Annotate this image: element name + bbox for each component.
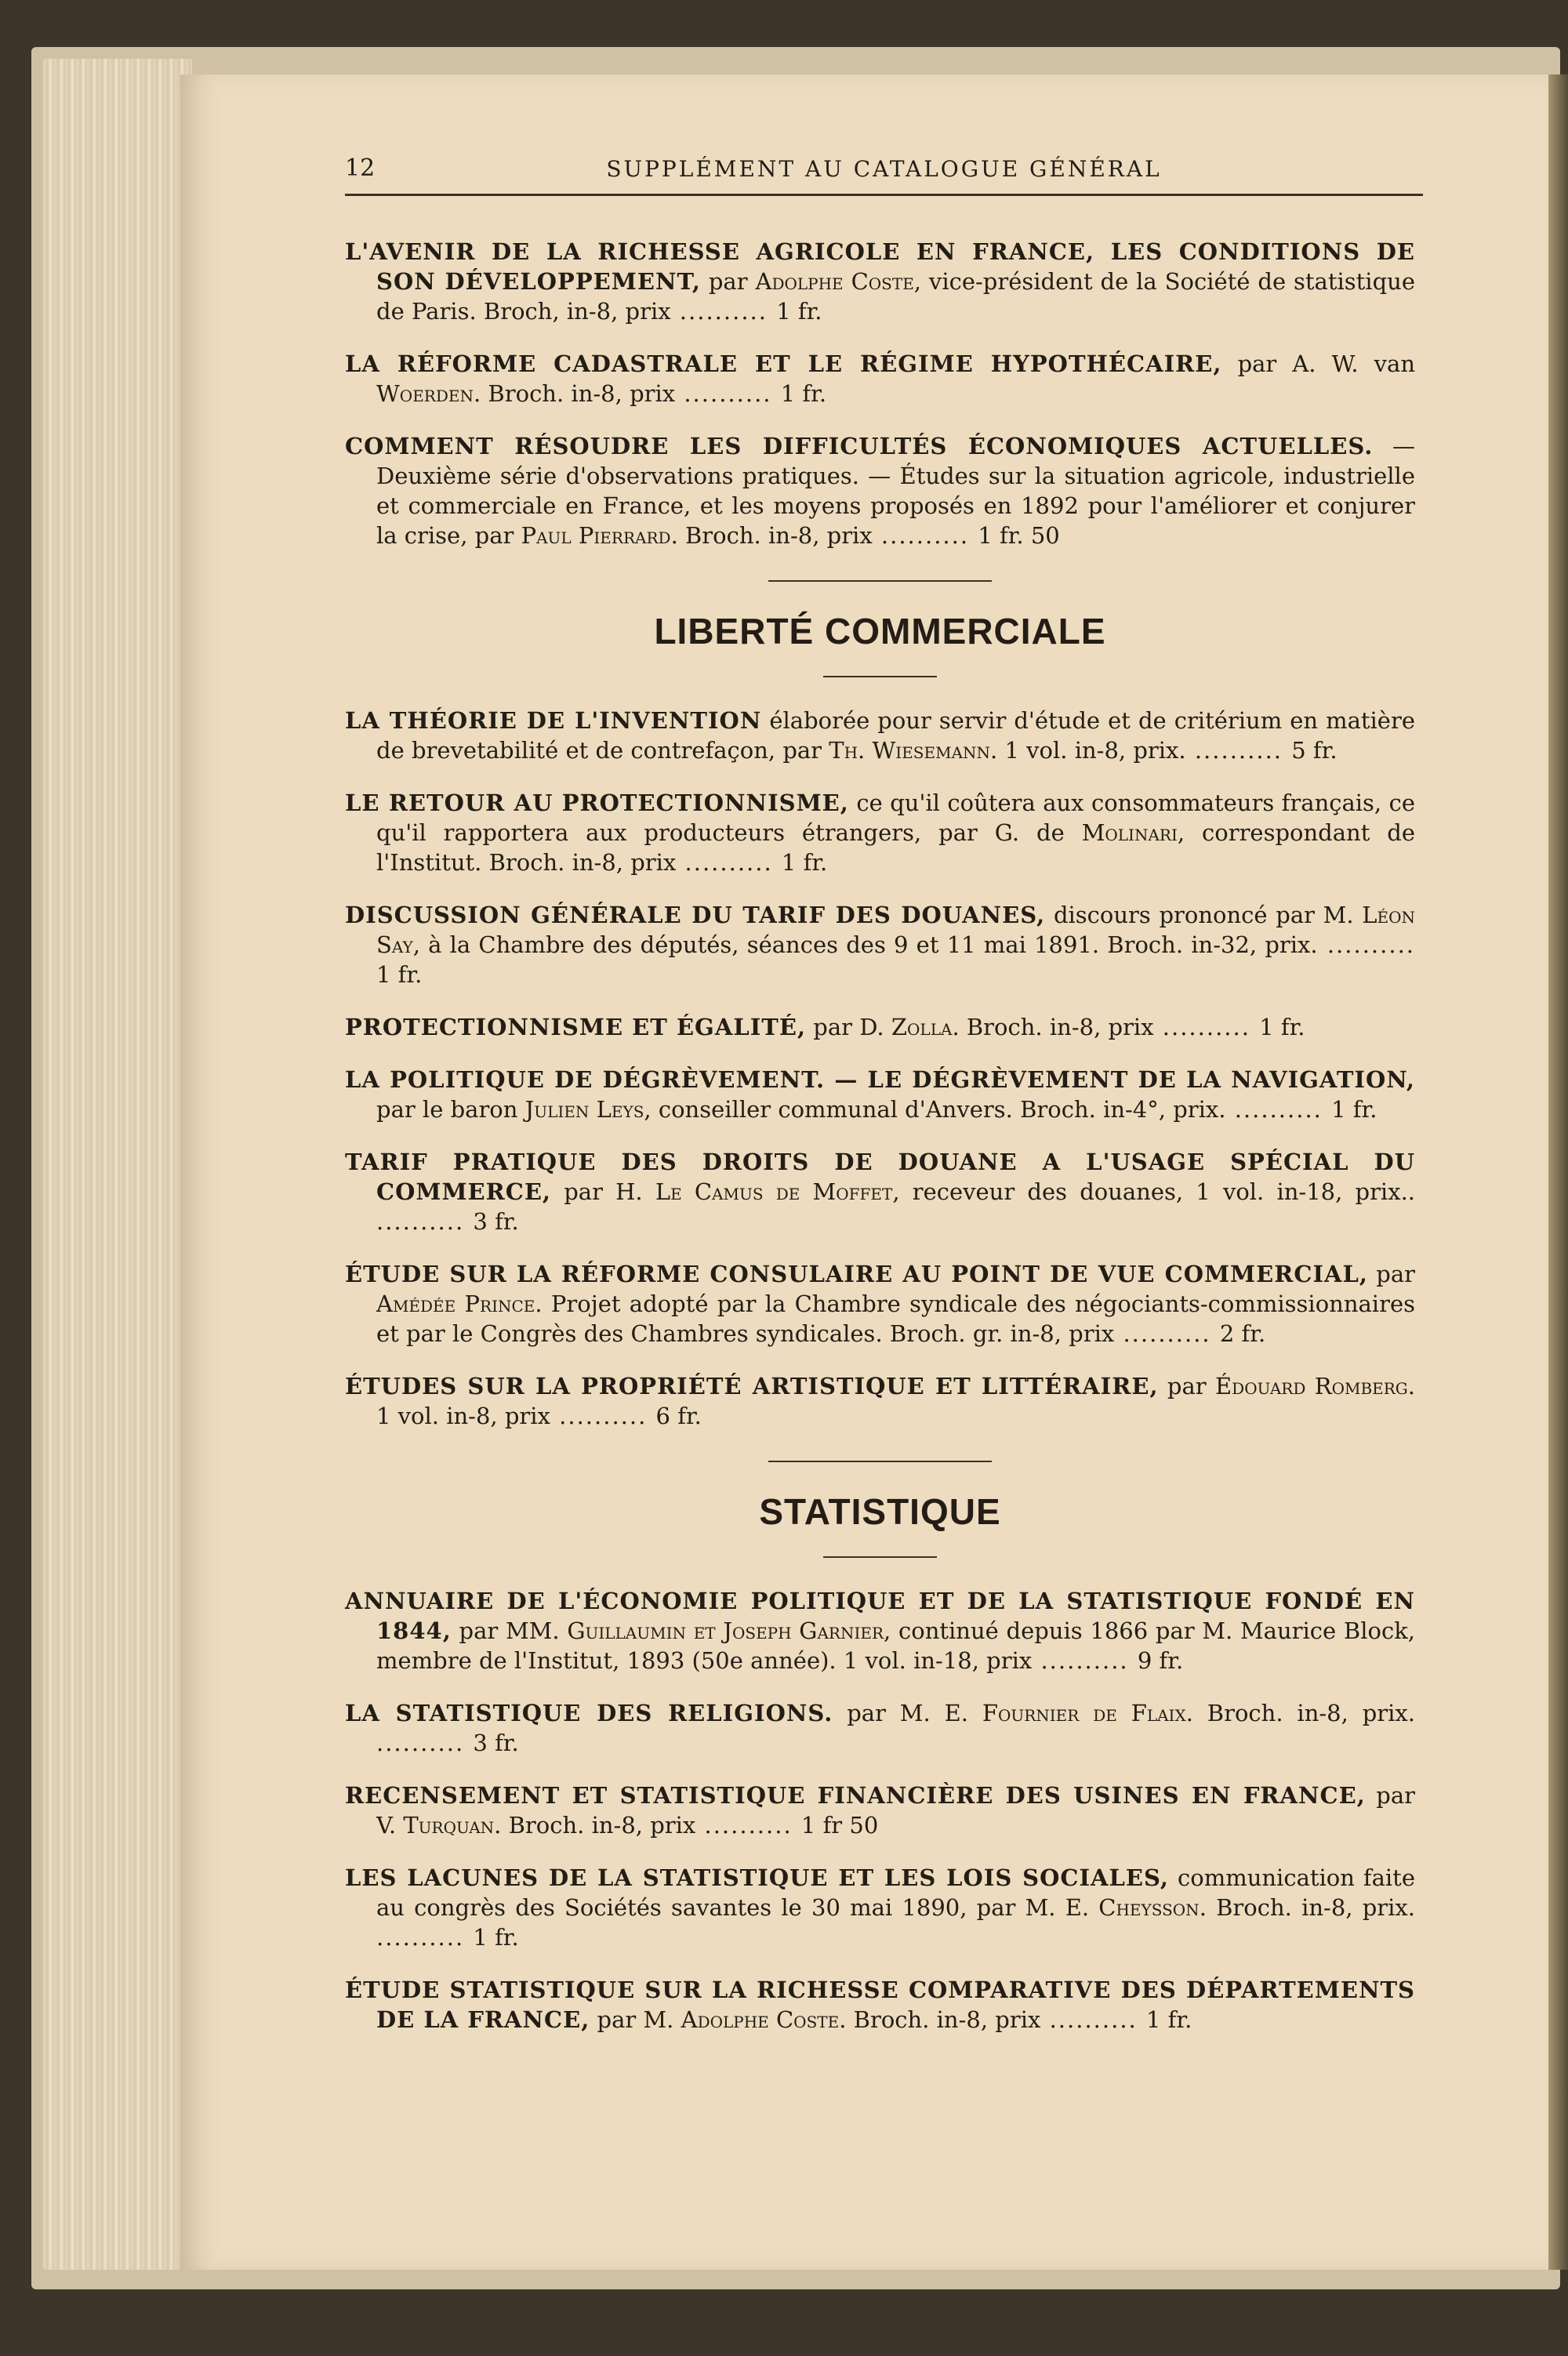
section-divider-rule <box>768 580 992 582</box>
catalogue-entry <box>345 900 1415 989</box>
entry-author: Édouard Romberg <box>1215 1373 1408 1399</box>
section-heading: STATISTIQUE <box>759 1491 1001 1532</box>
entry-text-after-author: . 1 vol. in-8, prix <box>376 1373 1415 1429</box>
section-heading-rule <box>823 1556 937 1558</box>
leader-dots: .......... <box>1153 1014 1260 1040</box>
entry-price: 2 fr. <box>1219 1320 1266 1347</box>
book-gutter <box>1548 74 1568 2270</box>
entry-text-after-author: , conseiller communal d'Anvers. Broch. in-4°, prix. <box>644 1096 1226 1123</box>
entry-author: Zolla <box>891 1014 953 1040</box>
entry-title: RECENSEMENT ET STATISTIQUE FINANCIÈRE DES USINES EN FRANCE, <box>345 1782 1366 1809</box>
entry-author: Cheysson <box>1098 1894 1200 1921</box>
catalogue-entry <box>345 237 1415 326</box>
entry-price: 1 fr 50 <box>800 1812 879 1839</box>
leader-dots: .......... <box>670 298 777 325</box>
catalogue-section <box>345 580 1415 1431</box>
catalogue-entry <box>345 349 1415 408</box>
catalogue-entry <box>345 1698 1415 1758</box>
entry-title: ANNUAIRE DE L'ÉCONOMIE POLITIQUE ET DE LA STATISTIQUE FONDÉ EN 1844, <box>345 1588 1415 1644</box>
catalogue-entry <box>345 788 1415 877</box>
entry-title: TARIF PRATIQUE DES DROITS DE DOUANE A L'USAGE SPÉCIAL DU COMMERCE, <box>345 1149 1415 1205</box>
entry-price: 1 fr. <box>1145 2006 1192 2033</box>
entry-author: Paul Pierrard <box>521 522 671 549</box>
section-divider-rule <box>768 1461 992 1462</box>
entry-text-before-author: par V. <box>376 1782 1415 1839</box>
leader-dots: .......... <box>1114 1320 1220 1347</box>
catalogue-entry <box>345 1259 1415 1349</box>
entry-text-after-author: . Broch. in-8, prix. <box>1199 1894 1415 1921</box>
entry-price: 1 fr. <box>1259 1014 1305 1040</box>
leader-dots: .......... <box>676 849 782 876</box>
entry-author: Adolphe Coste <box>755 268 914 295</box>
entry-title: LA THÉORIE DE L'INVENTION <box>345 707 762 734</box>
entry-text-before-author: communication faite au congrès des Sociétés savantes le 30 mai 1890, par M. E. <box>376 1864 1416 1921</box>
entry-text-before-author: par MM. <box>451 1617 568 1644</box>
entry-text-after-author: . 1 vol. in-8, prix. <box>990 737 1186 764</box>
entry-price: 3 fr. <box>473 1730 519 1756</box>
entry-title: L'AVENIR DE LA RICHESSE AGRICOLE EN FRANCE, LES CONDITIONS DE SON DÉVELOPPEMENT, <box>345 238 1415 295</box>
entry-title: ÉTUDE SUR LA RÉFORME CONSULAIRE AU POINT DE VUE COMMERCIAL, <box>345 1261 1368 1287</box>
entry-author: Turquan <box>403 1812 495 1839</box>
entry-text-after-author: , à la Chambre des députés, séances des 9 et 11 mai 1891. Broch. in-32, prix. <box>412 931 1318 958</box>
leader-dots: .......... <box>550 1403 656 1429</box>
page-stack-edges <box>43 59 192 2270</box>
entry-price: 6 fr. <box>655 1403 702 1429</box>
entry-title: PROTECTIONNISME ET ÉGALITÉ, <box>345 1014 807 1040</box>
entry-author: Th. Wiesemann <box>829 737 991 764</box>
entry-price: 3 fr. <box>473 1208 519 1235</box>
leader-dots: .......... <box>1032 1647 1138 1674</box>
catalogue-entry <box>345 1781 1415 1840</box>
entry-text-after-author: . Broch. in-8, prix <box>494 1812 696 1839</box>
entry-text-after-author: . Broch. in-8, prix <box>474 380 676 407</box>
entry-title: DISCUSSION GÉNÉRALE DU TARIF DES DOUANES, <box>345 902 1046 928</box>
catalogue-entry <box>345 1147 1415 1236</box>
entry-price: 1 fr. <box>776 298 822 325</box>
entry-text-after-author: , vice-président de la Société de statistique de Paris. Broch, in-8, prix <box>376 268 1415 325</box>
entry-title: COMMENT RÉSOUDRE LES DIFFICULTÉS ÉCONOMIQUES ACTUELLES. <box>345 433 1374 459</box>
entry-text-before-author: par le baron <box>376 1096 525 1123</box>
catalogue-entry <box>345 1975 1415 2035</box>
catalogue-entry <box>345 1012 1415 1042</box>
entry-text-after-author: . Broch. in-8, prix <box>839 2006 1041 2033</box>
entry-title: LA POLITIQUE DE DÉGRÈVEMENT. — LE DÉGRÈVEMENT DE LA NAVIGATION, <box>345 1066 1415 1093</box>
entry-text-after-author: , correspondant de l'Institut. Broch. in-8, prix <box>376 819 1415 876</box>
entry-author: Adolphe Coste <box>681 2006 840 2033</box>
entry-text-after-author: , receveur des douanes, 1 vol. in-18, prix.. <box>892 1178 1416 1205</box>
page-content <box>345 153 1415 2049</box>
entry-title: ÉTUDE STATISTIQUE SUR LA RICHESSE COMPARATIVE DES DÉPARTEMENTS DE LA FRANCE, <box>345 1977 1415 2033</box>
entry-author: Molinari <box>1081 819 1178 846</box>
entry-title: ÉTUDES SUR LA PROPRIÉTÉ ARTISTIQUE ET LITTÉRAIRE, <box>345 1373 1159 1399</box>
entry-price: 1 fr. 50 <box>978 522 1060 549</box>
entry-title: LA STATISTIQUE DES RELIGIONS. <box>345 1700 833 1726</box>
entry-text-before-author: par M. E. <box>833 1700 982 1726</box>
entry-text-after-author: . Projet adopté par la Chambre syndicale des négociants-commissionnaires et par le Congrès des Chambres syndicales. Broch. gr. in-8, prix <box>376 1291 1415 1347</box>
running-head-title: SUPPLÉMENT AU CATALOGUE GÉNÉRAL <box>606 156 1162 182</box>
entry-text-before-author: par D. <box>806 1014 891 1040</box>
entry-text-before-author: par A. W. van <box>1221 350 1415 377</box>
entry-author: Julien Leys <box>524 1096 644 1123</box>
entry-author: Amédée Prince <box>376 1291 535 1317</box>
leader-dots: .......... <box>872 522 978 549</box>
leader-dots: .......... <box>1317 931 1416 958</box>
leader-dots: .......... <box>376 1730 474 1756</box>
entry-price: 1 fr. <box>376 961 423 988</box>
catalogue-entry <box>345 1863 1415 1952</box>
entry-text-before-author: par H. <box>551 1178 655 1205</box>
entry-price: 1 fr. <box>780 380 827 407</box>
catalogue-section <box>345 1461 1415 2035</box>
entry-text-before-author: par <box>1368 1261 1415 1287</box>
catalogue-entry <box>345 1371 1415 1431</box>
entry-text-before-author: par M. <box>590 2006 681 2033</box>
entry-text-before-author: — Deuxième série d'observations pratiques. — Études sur la situation agricole, industrielle et commerciale en France, et les moyens proposés en 1892 pour l'améliorer et conjurer la crise, par <box>376 433 1416 549</box>
entry-price: 1 fr. <box>1331 1096 1377 1123</box>
catalogue-section <box>345 237 1415 550</box>
entry-price: 5 fr. <box>1291 737 1338 764</box>
leader-dots: .......... <box>376 1924 474 1951</box>
running-head <box>345 153 1423 196</box>
leader-dots: .......... <box>695 1812 801 1839</box>
entry-text-before-author: par <box>700 268 756 295</box>
entry-title: LA RÉFORME CADASTRALE ET LE RÉGIME HYPOTHÉCAIRE, <box>345 350 1222 377</box>
leader-dots: .......... <box>1040 2006 1146 2033</box>
entry-text-before-author: élaborée pour servir d'étude et de critérium en matière de brevetabilité et de contrefaçon, par <box>376 707 1415 764</box>
section-heading: LIBERTÉ COMMERCIALE <box>654 611 1106 652</box>
section-heading-rule <box>823 676 937 677</box>
leader-dots: .......... <box>675 380 781 407</box>
entry-price: 9 fr. <box>1137 1647 1184 1674</box>
catalogue-sections <box>345 237 1415 2035</box>
entry-price: 1 fr. <box>781 849 828 876</box>
entry-text-after-author: . Broch. in-8, prix <box>952 1014 1154 1040</box>
entry-author: Léon Say <box>376 902 1416 958</box>
entry-text-after-author: . Broch. in-8, prix. <box>1185 1700 1415 1726</box>
leader-dots: .......... <box>1185 737 1292 764</box>
entry-text-after-author: . Broch. in-8, prix <box>670 522 873 549</box>
entry-title: LES LACUNES DE LA STATISTIQUE ET LES LOIS SOCIALES, <box>345 1864 1170 1891</box>
entry-title: LE RETOUR AU PROTECTIONNISME, <box>345 790 849 816</box>
catalogue-entry <box>345 706 1415 765</box>
catalogue-entry <box>345 431 1415 550</box>
entry-author: Woerden <box>376 380 474 407</box>
leader-dots: .......... <box>1225 1096 1332 1123</box>
entry-text-before-author: ce qu'il coûtera aux consommateurs français, ce qu'il rapportera aux producteurs étrangers, par G. de <box>376 790 1416 846</box>
entry-price: 1 fr. <box>473 1924 519 1951</box>
catalogue-entry <box>345 1586 1415 1675</box>
entry-author: Fournier de Flaix <box>982 1700 1186 1726</box>
page-number: 12 <box>345 154 376 182</box>
catalogue-entry <box>345 1065 1415 1124</box>
leader-dots: .......... <box>376 1208 474 1235</box>
entry-text-after-author: , continué depuis 1866 par M. Maurice Block, membre de l'Institut, 1893 (50e année). 1 vol. in-18, prix <box>376 1617 1415 1674</box>
entry-text-before-author: discours prononcé par M. <box>1045 902 1363 928</box>
entry-author: Guillaumin et Joseph Garnier <box>567 1617 884 1644</box>
entry-text-before-author: par <box>1158 1373 1215 1399</box>
entry-author: Le Camus de Moffet <box>655 1178 893 1205</box>
